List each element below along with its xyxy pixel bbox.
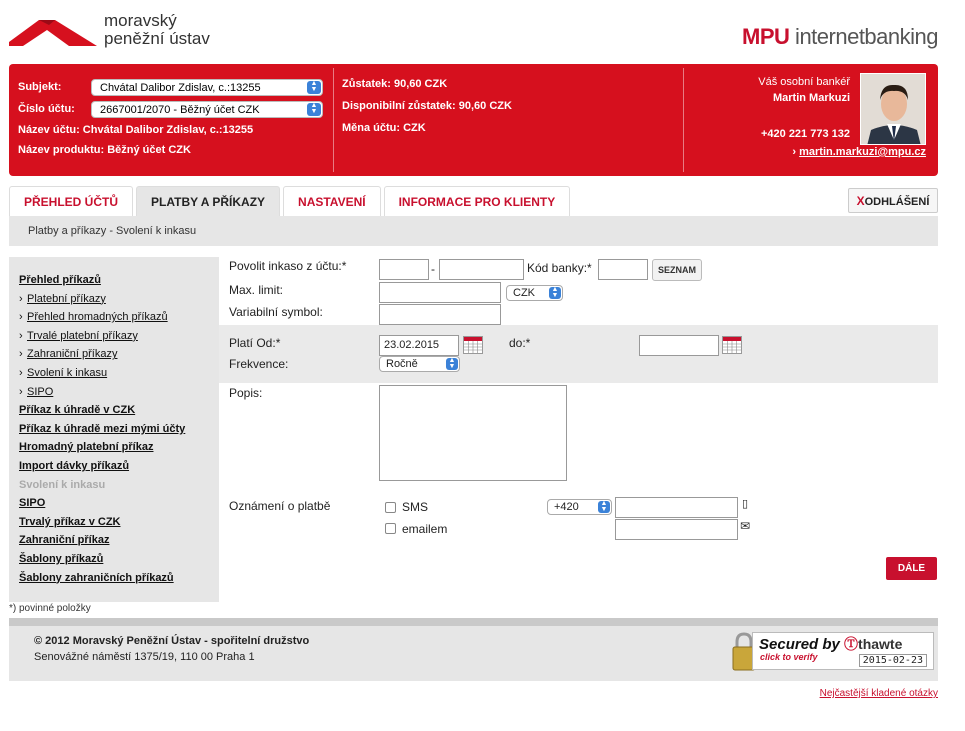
address: Senovážné náměstí 1375/19, 110 00 Praha 1: [34, 651, 255, 663]
copyright: © 2012 Moravský Peněžní Ústav - spořitelní družstvo: [34, 635, 310, 647]
footer-bar: [9, 618, 938, 626]
divider: [683, 68, 684, 172]
sidebar-item-batch-import[interactable]: Import dávky příkazů: [19, 459, 130, 472]
banker-phone: +420 221 773 132: [760, 128, 850, 140]
thawte-seal[interactable]: [732, 630, 935, 672]
select-arrows-icon: ▲ ▼: [307, 81, 321, 94]
subject-select[interactable]: [91, 79, 323, 96]
mobile-phone-icon: ▯: [742, 498, 749, 510]
required-note: *) povinné položky: [9, 603, 91, 614]
sidebar-item-standing-orders[interactable]: › Trvalé platební příkazy: [19, 327, 209, 346]
sidebar-item-own-accounts-transfer[interactable]: Příkaz k úhradě mezi mými účty: [19, 422, 186, 435]
footer: [9, 618, 938, 681]
max-limit-label: Max. limit:: [229, 283, 283, 297]
valid-from-label: Platí Od:*: [229, 336, 281, 350]
logo-line-1: moravský: [104, 11, 177, 30]
thawte-logo: [844, 636, 902, 652]
valid-from-value: 23.02.2015: [384, 339, 440, 351]
sidebar-item-sipo-new[interactable]: SIPO: [19, 497, 46, 510]
sms-checkbox[interactable]: [385, 502, 396, 513]
account-select-value: 2667001/2070 - Běžný účet CZK: [100, 103, 260, 116]
logout-x-icon: X: [856, 194, 865, 208]
valid-to-label: do:*: [509, 336, 531, 350]
description-textarea[interactable]: [379, 385, 567, 481]
direct-debit-form: [219, 257, 938, 587]
sidebar-item-direct-debit[interactable]: › Svolení k inkasu: [19, 364, 209, 383]
logo-line-2: peněžní ústav: [104, 29, 210, 48]
description-label: Popis:: [229, 386, 263, 400]
thawte-mark-icon: Ⓣ: [844, 636, 859, 652]
seal-title: Secured by: [759, 636, 840, 653]
seal-date: 2015-02-23: [859, 654, 927, 667]
main-tabs: [9, 186, 573, 216]
banker-email[interactable]: martin.markuzi@mpu.cz: [799, 146, 926, 158]
account-prefix-input[interactable]: [379, 259, 429, 280]
account-name: Název účtu: Chvátal Dalibor Zdislav, c.:13255: [18, 124, 254, 136]
max-limit-input[interactable]: [379, 282, 501, 303]
tab-client-info[interactable]: INFORMACE PRO KLIENTY: [384, 186, 571, 216]
logout-label: ODHLÁŠENÍ: [864, 196, 930, 208]
phone-input[interactable]: [615, 497, 738, 518]
frequency-select[interactable]: [379, 356, 460, 372]
mpu-logo[interactable]: [9, 12, 239, 52]
account-number-input[interactable]: [439, 259, 524, 280]
divider: [333, 68, 334, 172]
email-input[interactable]: [615, 519, 738, 540]
brand-title: [742, 24, 938, 50]
variable-symbol-label: Variabilní symbol:: [229, 305, 323, 319]
notification-label: Oznámení o platbě: [229, 499, 331, 513]
sidebar-item-direct-debit-current: Svolení k inkasu: [19, 478, 106, 491]
faq-link[interactable]: Nejčastější kladené otázky: [819, 688, 938, 699]
sidebar-item-templates[interactable]: Šablony příkazů: [19, 552, 104, 565]
account-number-label: Číslo účtu:: [18, 103, 75, 115]
form-band: [219, 325, 938, 383]
seal-cta: click to verify: [760, 652, 818, 662]
breadcrumb: Platby a příkazy - Svolení k inkasu: [9, 216, 938, 246]
tab-accounts-overview[interactable]: PŘEHLED ÚČTŮ: [9, 186, 133, 216]
calendar-icon[interactable]: [463, 336, 483, 354]
email-checkbox[interactable]: [385, 523, 396, 534]
sidebar-item-foreign-templates[interactable]: Šablony zahraničních příkazů: [19, 571, 174, 584]
bank-code-input[interactable]: [598, 259, 648, 280]
sidebar-item-foreign-orders[interactable]: › Zahraniční příkazy: [19, 345, 209, 364]
sidebar-item-bulk-orders-overview[interactable]: › Přehled hromadných příkazů: [19, 308, 209, 327]
sidebar-item-czk-payment[interactable]: Příkaz k úhradě v CZK: [19, 404, 136, 417]
seal-box: [752, 632, 934, 670]
bank-list-button[interactable]: SEZNAM: [652, 259, 702, 281]
calendar-icon[interactable]: [722, 336, 742, 354]
logo-text: [104, 12, 210, 48]
brand-rest: internetbanking: [789, 24, 938, 49]
balance: Zůstatek: 90,60 CZK: [342, 78, 448, 90]
valid-from-input[interactable]: [379, 335, 459, 356]
phone-prefix-select[interactable]: [547, 499, 612, 515]
product-name: Název produktu: Běžný účet CZK: [18, 144, 191, 156]
frequency-select-value: Ročně: [386, 358, 418, 370]
account-currency: Měna účtu: CZK: [342, 122, 426, 134]
next-button[interactable]: DÁLE: [886, 557, 937, 580]
banker-name: Martin Markuzi: [772, 92, 850, 104]
select-arrows-icon: ▲ ▼: [307, 103, 321, 116]
select-arrows-icon: ▲ ▼: [549, 287, 561, 299]
phone-prefix-value: +420: [554, 501, 579, 513]
sidebar-item-sipo[interactable]: › SIPO: [19, 383, 209, 402]
logo-mark-icon: [9, 16, 97, 46]
allow-from-label: Povolit inkaso z účtu:*: [229, 259, 347, 273]
sidebar-menu: [9, 257, 219, 602]
available-balance: Disponibilní zůstatek: 90,60 CZK: [342, 100, 512, 112]
brand-strong: MPU: [742, 24, 790, 49]
seal-brand: thawte: [858, 636, 903, 652]
currency-select[interactable]: [506, 285, 563, 301]
email-label: emailem: [402, 522, 448, 536]
tab-payments[interactable]: PLATBY A PŘÍKAZY: [136, 186, 280, 216]
banker-email-link[interactable]: › martin.markuzi@mpu.cz: [792, 146, 926, 158]
select-arrows-icon: ▲ ▼: [446, 358, 458, 370]
currency-select-value: CZK: [513, 287, 535, 299]
bank-code-label: Kód banky:*: [527, 261, 592, 275]
sidebar-item-orders-overview[interactable]: Přehled příkazů: [19, 274, 101, 286]
sidebar-item-payment-orders[interactable]: › Platební příkazy: [19, 290, 209, 309]
banker-title: Váš osobní bankéř: [758, 76, 850, 88]
sidebar-item-standing-czk[interactable]: Trvalý příkaz v CZK: [19, 515, 121, 528]
logout-button[interactable]: [848, 188, 938, 213]
envelope-icon: ✉: [740, 519, 751, 533]
subject-select-value: Chvátal Dalibor Zdislav, c.:13255: [100, 81, 261, 94]
select-arrows-icon: ▲ ▼: [598, 501, 610, 513]
banker-photo: [860, 73, 926, 145]
subject-label: Subjekt:: [18, 81, 62, 93]
dash-separator: -: [431, 262, 435, 276]
sms-label: SMS: [402, 500, 429, 514]
account-panel: [9, 64, 938, 176]
sidebar-item-foreign-payment[interactable]: Zahraniční příkaz: [19, 534, 110, 547]
account-select[interactable]: [91, 101, 323, 118]
tab-settings[interactable]: NASTAVENÍ: [283, 186, 381, 216]
valid-to-input[interactable]: [639, 335, 719, 356]
sidebar-item-bulk-payment[interactable]: Hromadný platební příkaz: [19, 441, 154, 454]
variable-symbol-input[interactable]: [379, 304, 501, 325]
frequency-label: Frekvence:: [229, 357, 289, 371]
